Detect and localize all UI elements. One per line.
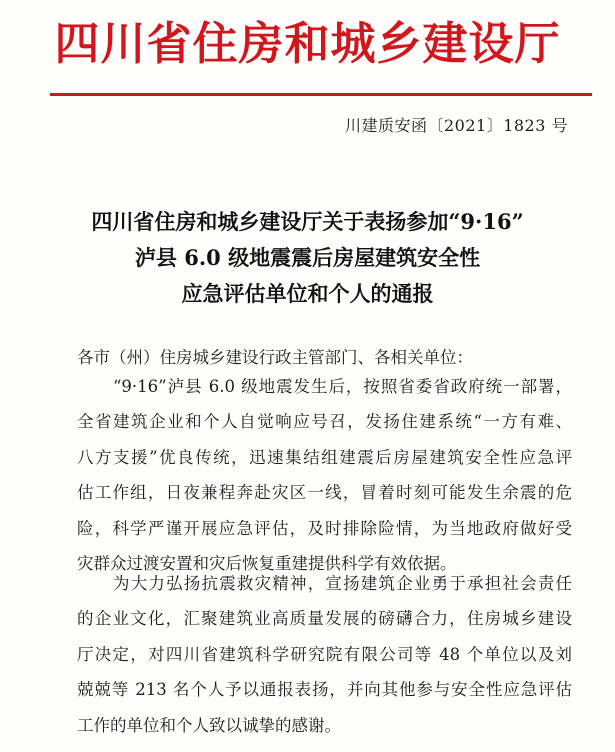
paragraph-line: 兢兢等 213 名个人予以通报表扬，并向其他参与安全性应急评估 — [77, 680, 572, 700]
paragraph-line: 险，科学严谨开展应急评估，及时排除险情，为当地政府做好受 — [77, 518, 572, 538]
paragraph-line: 八方支援”优良传统，迅速集结组建震后房屋建筑安全性应急评 — [77, 447, 572, 467]
paragraph-line: 的企业文化，汇聚建筑业高质量发展的磅礴合力，住房城乡建设 — [77, 609, 572, 629]
paragraph-line: 厅决定，对四川省建筑科学研究院有限公司等 48 个单位以及刘 — [77, 644, 572, 664]
paragraph-line: “9·16”泸县 6.0 级地震发生后，按照省委省政府统一部署， — [113, 377, 572, 396]
letterhead-divider — [50, 93, 592, 96]
paragraph-line: 全省建筑企业和个人自觉响应号召，发扬住建系统“一方有难、 — [77, 412, 572, 432]
title-line: 应急评估单位和个人的通报 — [181, 281, 434, 306]
document-number: 川建质安函〔2021〕1823 号 — [344, 116, 568, 135]
paragraph-line: 工作的单位和个人致以诚挚的感谢。 — [77, 715, 341, 735]
body-paragraph-1 — [77, 369, 572, 581]
paragraph-line: 估工作组，日夜兼程奔赴灾区一线，冒着时刻可能发生余震的危 — [77, 483, 572, 503]
salutation: 各市（州）住房城乡建设行政主管部门、各相关单位： — [77, 348, 473, 367]
title-line: 泸县 6.0 级地震震后房屋建筑安全性 — [134, 245, 481, 270]
document-title — [0, 204, 615, 312]
body-paragraph-2 — [77, 566, 572, 743]
title-line: 四川省住房和城乡建设厅关于表扬参加“9·16” — [91, 209, 524, 234]
letterhead-title: 四川省住房和城乡建设厅 — [54, 17, 561, 70]
paragraph-line: 为大力弘扬抗震救灾精神，宣扬建筑企业勇于承担社会责任 — [113, 574, 572, 593]
paragraph-line: 灾群众过渡安置和灾后恢复重建提供科学有效依据。 — [77, 554, 457, 574]
